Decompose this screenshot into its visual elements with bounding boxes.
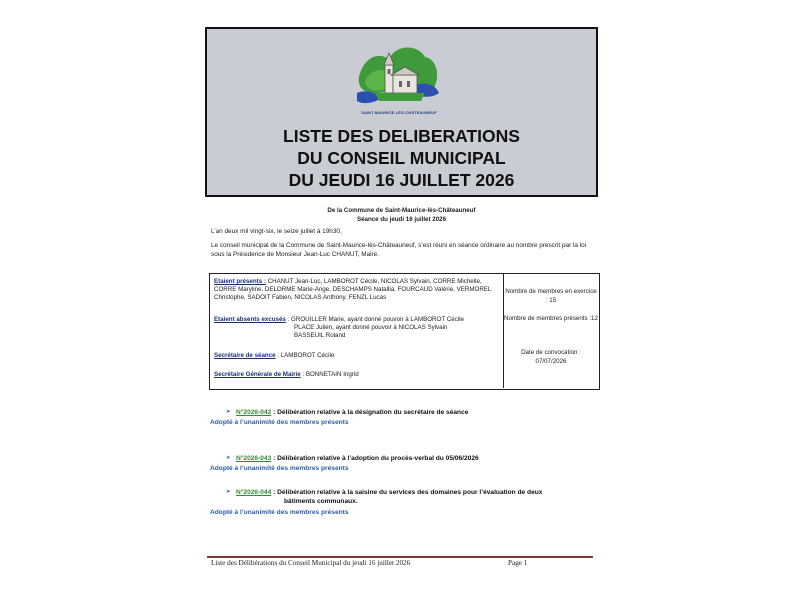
convocation-date: 07/07/2026 xyxy=(535,358,567,365)
attendance-details xyxy=(210,274,504,388)
arrow-bullet-icon: ➤ xyxy=(226,455,231,461)
village-logo xyxy=(355,37,441,119)
title-line: DU CONSEIL MUNICIPAL xyxy=(297,148,506,168)
intro-date: L’an deux mil vingt-six, le seize juillet à 19h30, xyxy=(211,228,342,235)
footer-divider xyxy=(207,556,593,558)
deliberation-description: : Délibération relative à l’adoption du procès-verbal du 05/06/2026 xyxy=(271,455,479,462)
intro-text: Le conseil municipal de la Commune de Saint-Maurice-lès-Châteauneuf, s’est réuni en séance ordinaire au nombre prescrit par la loi sous la Présidence de Monsieur Jean-Luc CHANUT, Maire. xyxy=(211,242,587,258)
deliberation-number: N°2026-042 xyxy=(236,409,272,416)
arrow-bullet-icon: ➤ xyxy=(226,489,231,495)
deliberation-result: Adopté à l’unanimité des membres présents xyxy=(210,465,349,472)
header-banner xyxy=(205,27,598,197)
present-label: Etaient présents : xyxy=(214,278,266,285)
title-line: LISTE DES DELIBERATIONS xyxy=(283,126,520,146)
deliberation-description: : Délibération relative à la désignation du secrétaire de séance xyxy=(271,409,469,416)
general-secretary xyxy=(214,371,499,379)
attendance-table xyxy=(209,273,600,390)
deliberation-description-continued: bâtiments communaux. xyxy=(284,498,358,505)
deliberation-number: N°2026-043 xyxy=(236,455,272,462)
absent-members xyxy=(214,316,499,341)
secretary-label: Secrétaire de séance xyxy=(214,352,276,359)
deliberation-description: : Délibération relative à la saisine du services des domaines pour l’évaluation de deux xyxy=(271,489,543,496)
deliberation-result: Adopté à l’unanimité des membres présents xyxy=(210,509,349,516)
present-list: CHANUT Jean-Luc, LAMBOROT Cécile, NICOLAS Sylvain, CORRE Michelle, CORRE Maryline, DELORME Marie-Ange, DESCHAMPS Natallia, FOURCAUD Valérie, VERMOREL Christophe, SADOIT Fabien, NICOLAS Anthony, FENZL Lucas xyxy=(214,278,492,302)
deliberation-number: N°2026-044 xyxy=(236,489,272,496)
deliberation-item xyxy=(210,454,600,473)
arrow-bullet-icon: ➤ xyxy=(226,409,231,415)
general-secretary-name: : BONNETAIN Ingrid xyxy=(300,371,359,378)
deliberation-item xyxy=(210,408,600,427)
logo-caption: SAINT-MAURICE-LÈS-CHÂTEAUNEUF xyxy=(361,110,437,115)
commune-heading xyxy=(205,206,598,224)
deliberation-item xyxy=(210,488,600,517)
absent-line: : GROUILLER Marie, ayant donné pouvoir à LAMBOROT Cécile xyxy=(285,316,464,323)
attendance-counts xyxy=(504,274,598,388)
page-title xyxy=(207,125,596,191)
footer-title: Liste des Délibérations du Conseil Municipal du jeudi 16 juillet 2026 xyxy=(211,559,411,567)
session-date: Séance du jeudi 16 juillet 2026 xyxy=(356,216,447,223)
page-number: Page 1 xyxy=(508,559,528,567)
absent-label: Etaient absents excusés xyxy=(214,316,286,323)
absent-line: PLACE Julien, ayant donné pouvoir à NICOLAS Sylvain xyxy=(294,324,448,332)
absent-line: BASSEUIL Roland xyxy=(294,332,346,340)
secretary-name: : LAMBOROT Cécile xyxy=(275,352,335,359)
members-present: Nombre de membres présents :12 xyxy=(504,315,598,322)
commune-name: De la Commune de Saint-Maurice-lès-Châteauneuf xyxy=(327,207,476,214)
members-in-exercise: Nombre de membres en exercice : 15 xyxy=(505,288,597,304)
convocation-label: Date de convocation : xyxy=(521,349,581,356)
title-line: DU JEUDI 16 JUILLET 2026 xyxy=(288,170,515,190)
present-members xyxy=(214,278,499,303)
deliberation-result: Adopté à l’unanimité des membres présents xyxy=(210,419,349,426)
session-secretary xyxy=(214,352,499,360)
general-secretary-label: Secrétaire Générale de Mairie xyxy=(214,371,301,378)
